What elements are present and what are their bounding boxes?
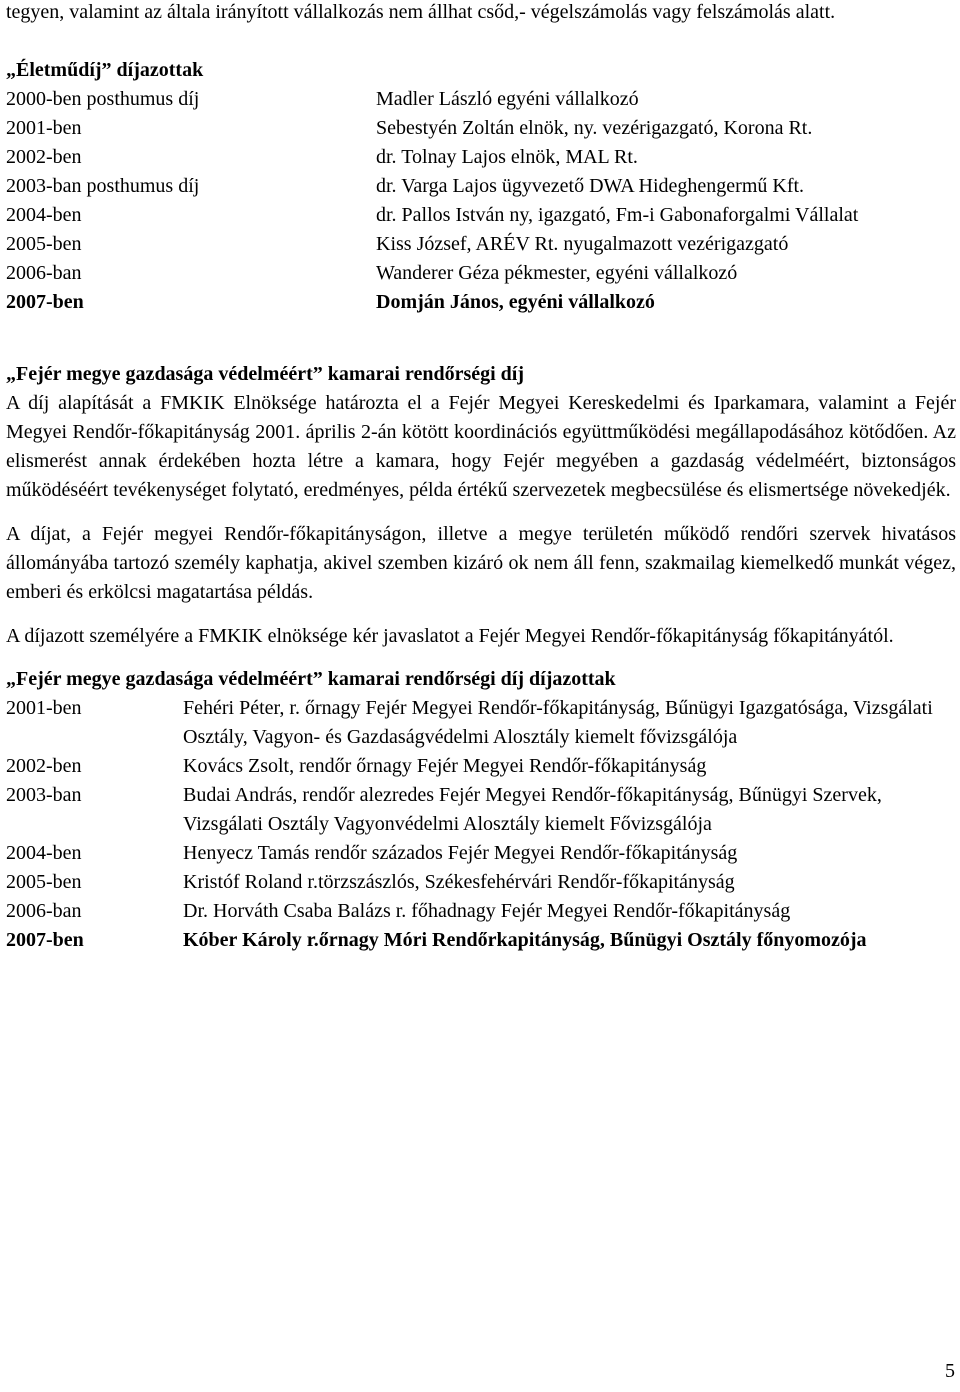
award-year: 2003-ban (6, 784, 82, 806)
lifetime-award-row (6, 201, 956, 230)
lifetime-award-row (6, 230, 956, 259)
police-award-paragraph: A díj alapítását a FMKIK Elnöksége határozta el a Fejér Megyei Kereskedelmi és Iparkamara, valamint a Fejér Megyei Rendőr-főkapitányság 2001. április 2-án kötött koordinációs együttműködési megállapodásához kötődően. Az elismerést annak érdekében hozta létre a kamara, hogy Fejér megyében a gazdaság védelméért, biztonságos működéséért tevékenységet folytató, eredményes, példa értékű szervezetek megbecsülése és elismertsége növekedjék. (6, 392, 956, 501)
police-award-row (6, 926, 956, 955)
police-award-winners-list (6, 694, 956, 955)
award-recipient: Henyecz Tamás rendőr százados Fejér Megyei Rendőr-főkapitányság (183, 842, 738, 864)
award-recipient: Kóber Károly r.őrnagy Móri Rendőrkapitányság, Bűnügyi Osztály főnyomozója (183, 929, 867, 951)
award-year: 2004-ben (6, 842, 82, 864)
police-award-row (6, 897, 956, 926)
award-year: 2007-ben (6, 291, 84, 313)
police-award-row (6, 752, 956, 781)
award-recipient: Kiss József, ARÉV Rt. nyugalmazott vezérigazgató (376, 233, 789, 255)
lifetime-award-list (6, 85, 956, 317)
police-award-paragraph: A díjazott személyére a FMKIK elnöksége kér javaslatot a Fejér Megyei Rendőr-főkapitányság főkapitányától. (6, 625, 894, 647)
award-recipient: Fehéri Péter, r. őrnagy Fejér Megyei Rendőr-főkapitányság, Bűnügyi Igazgatósága, Vizsgálati Osztály, Vagyon- és Gazdaságvédelmi Alosztály kiemelt fővizsgálója (183, 697, 933, 748)
lifetime-award-row (6, 172, 956, 201)
lifetime-award-row (6, 143, 956, 172)
award-recipient: dr. Pallos István ny, igazgató, Fm-i Gabonaforgalmi Vállalat (376, 204, 859, 226)
award-recipient: Budai András, rendőr alezredes Fejér Megyei Rendőr-főkapitányság, Bűnügyi Szervek, Vizsgálati Osztály Vagyonvédelmi Alosztály kiemelt Fővizsgálója (183, 784, 882, 835)
police-award-row (6, 839, 956, 868)
award-recipient: Kristóf Roland r.törzszászlós, Székesfehérvári Rendőr-főkapitányság (183, 871, 735, 893)
award-year: 2000-ben posthumus díj (6, 88, 200, 110)
award-recipient: Domján János, egyéni vállalkozó (376, 291, 655, 313)
police-award-row (6, 781, 956, 839)
award-recipient: Kovács Zsolt, rendőr őrnagy Fejér Megyei Rendőr-főkapitányság (183, 755, 707, 777)
award-recipient: Dr. Horváth Csaba Balázs r. főhadnagy Fejér Megyei Rendőr-főkapitányság (183, 900, 791, 922)
award-year: 2002-ben (6, 146, 82, 168)
lifetime-award-heading: „Életműdíj” díjazottak (6, 59, 204, 81)
award-year: 2003-ban posthumus díj (6, 175, 200, 197)
award-year: 2006-ban (6, 900, 82, 922)
police-award-winners-heading: „Fejér megye gazdasága védelméért” kamarai rendőrségi díj díjazottak (6, 668, 616, 690)
award-recipient: Wanderer Géza pékmester, egyéni vállalkozó (376, 262, 738, 284)
award-year: 2005-ben (6, 233, 82, 255)
award-year: 2005-ben (6, 871, 82, 893)
lifetime-award-row (6, 114, 956, 143)
award-year: 2001-ben (6, 117, 82, 139)
police-award-row (6, 868, 956, 897)
document-page (6, 0, 956, 955)
police-award-row (6, 694, 956, 752)
intro-paragraph: tegyen, valamint az általa irányított vállalkozás nem állhat csőd,- végelszámolás vagy felszámolás alatt. (6, 1, 836, 23)
award-year: 2001-ben (6, 697, 82, 719)
police-award-paragraph: A díjat, a Fejér megyei Rendőr-főkapitányságon, illetve a megye területén működő rendőri szervek hivatásos állományába tartozó személy kaphatja, akivel szemben kizáró ok nem áll fenn, szakmailag kiemelkedő munkát végez, emberi és erkölcsi magatartása példás. (6, 523, 956, 603)
police-award-heading: „Fejér megye gazdasága védelméért” kamarai rendőrségi díj (6, 363, 525, 385)
award-year: 2002-ben (6, 755, 82, 777)
lifetime-award-row (6, 85, 956, 114)
lifetime-award-row (6, 259, 956, 288)
lifetime-award-row (6, 288, 956, 317)
award-recipient: dr. Varga Lajos ügyvezető DWA Hideghengermű Kft. (376, 175, 805, 197)
award-year: 2007-ben (6, 929, 84, 951)
award-year: 2006-ban (6, 262, 82, 284)
award-recipient: Sebestyén Zoltán elnök, ny. vezérigazgató, Korona Rt. (376, 117, 813, 139)
award-year: 2004-ben (6, 204, 82, 226)
page-number: 5 (945, 1360, 955, 1382)
award-recipient: Madler László egyéni vállalkozó (376, 88, 639, 110)
award-recipient: dr. Tolnay Lajos elnök, MAL Rt. (376, 146, 638, 168)
